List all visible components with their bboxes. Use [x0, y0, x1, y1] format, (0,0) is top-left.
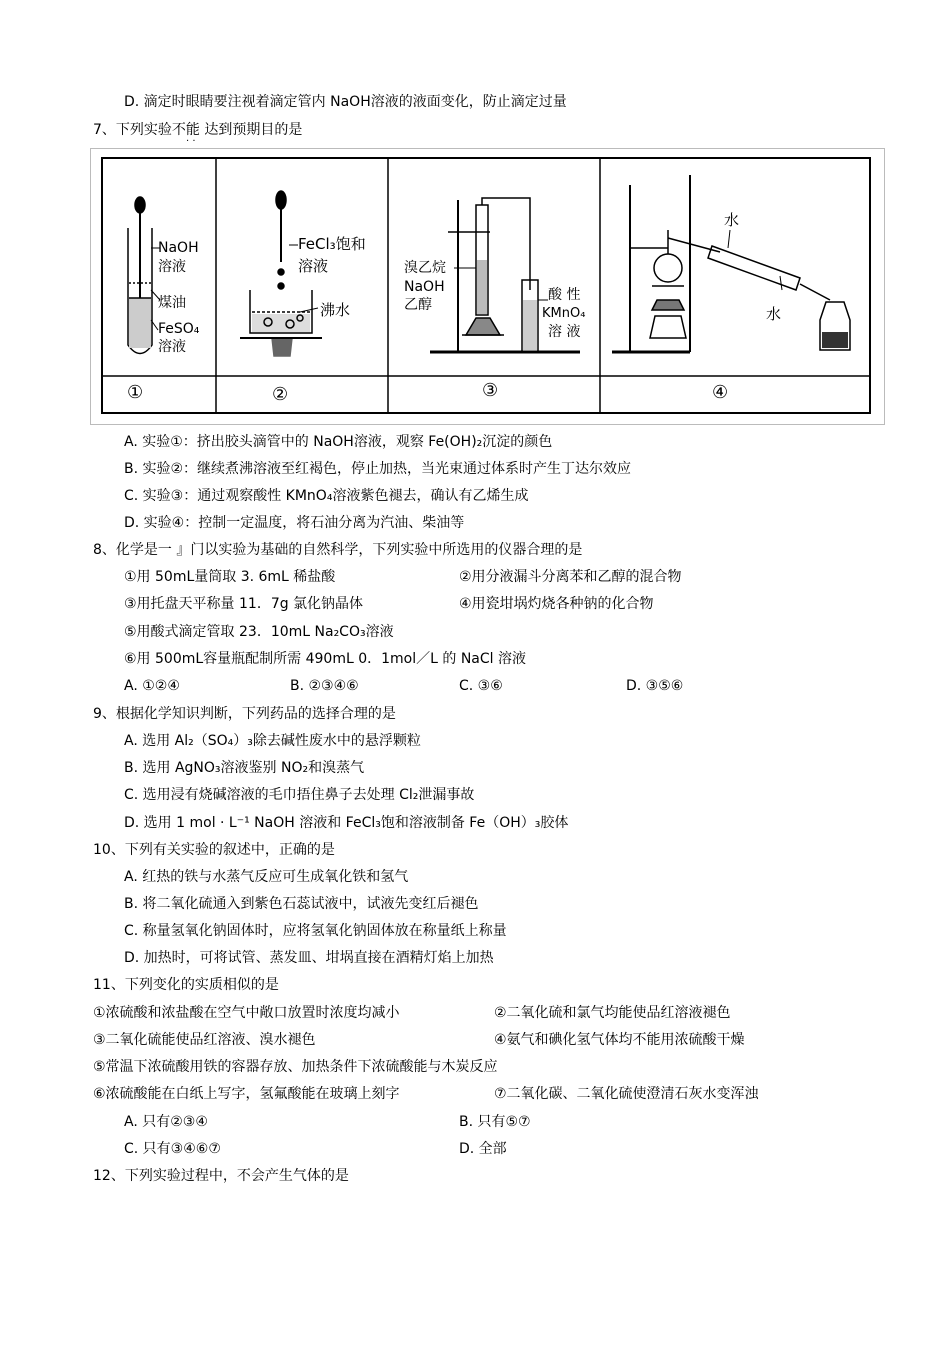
- c3-label-acidic: 酸 性: [548, 287, 581, 303]
- c1-label-feso4: FeSO₄: [158, 321, 200, 337]
- cell-label-2: ②: [272, 384, 289, 405]
- q10-option-d: D. 加热时，可将试管、蒸发皿、坩埚直接在酒精灯焰上加热: [124, 950, 494, 966]
- q6-option-d: D. 滴定时眼睛要注视着滴定管内 NaOH溶液的液面变化，防止滴定过量: [124, 94, 567, 110]
- q9-option-b: B. 选用 AgNO₃溶液鉴别 NO₂和溴蒸气: [124, 760, 365, 776]
- q11-item-7: ⑦二氧化碳、二氧化硫使澄清石灰水变浑浊: [494, 1086, 759, 1102]
- c3-label-solution: 溶 液: [548, 324, 581, 340]
- q8-item-4: ④用瓷坩埚灼烧各种钠的化合物: [459, 596, 654, 612]
- q11-item-2: ②二氧化硫和氯气均能使品红溶液褪色: [494, 1005, 731, 1021]
- q7-option-d: D. 实验④：控制一定温度，将石油分离为汽油、柴油等: [124, 515, 465, 531]
- cell-label-3: ③: [482, 380, 499, 401]
- q8-item-1: ①用 50mL量筒取 3. 6mL 稀盐酸: [124, 569, 336, 585]
- q9-option-a: A. 选用 Al₂（SO₄）₃除去碱性废水中的悬浮颗粒: [124, 733, 421, 749]
- q10-option-b: B. 将二氧化硫通入到紫色石蕊试液中，试液先变红后褪色: [124, 896, 479, 912]
- q9-option-d: D. 选用 1 mol · L⁻¹ NaOH 溶液和 FeCl₃饱和溶液制备 Fe（OH）₃胶体: [124, 815, 569, 831]
- q7-stem: 7、下列实验不能 达到预期目的是: [93, 122, 303, 138]
- q11-item-4: ④氨气和碘化氢气体均不能用浓硫酸干燥: [494, 1032, 745, 1048]
- c3-label-ethanol: 乙醇: [404, 297, 432, 313]
- cell-label-1: ①: [127, 382, 144, 403]
- c1-label-naoh: NaOH: [158, 240, 199, 256]
- q10-stem: 10、下列有关实验的叙述中，正确的是: [93, 842, 335, 858]
- c2-label-solution: 溶液: [298, 257, 329, 275]
- c1-label-kerosene: 煤油: [158, 295, 186, 311]
- q7-option-a: A. 实验①：挤出胶头滴管中的 NaOH溶液，观察 Fe(OH)₂沉淀的颜色: [124, 434, 553, 450]
- emphasis-dots: · ·: [186, 136, 196, 147]
- c4-label-water-in: 水: [724, 211, 740, 229]
- q12-stem: 12、下列实验过程中，不会产生气体的是: [93, 1168, 349, 1184]
- q9-stem: 9、根据化学知识判断，下列药品的选择合理的是: [93, 706, 396, 722]
- q11-stem: 11、下列变化的实质相似的是: [93, 977, 279, 993]
- c2-label-fecl3: FeCl₃饱和: [298, 235, 366, 253]
- q8-choice-b: B. ②③④⑥: [290, 678, 359, 694]
- q7-apparatus-drawings: [0, 0, 950, 440]
- q9-option-c: C. 选用浸有烧碱溶液的毛巾捂住鼻子去处理 Cl₂泄漏事故: [124, 787, 475, 803]
- c1-label-solution: 溶液: [158, 259, 186, 275]
- q11-choice-c: C. 只有③④⑥⑦: [124, 1141, 221, 1157]
- q8-choice-d: D. ③⑤⑥: [626, 678, 684, 694]
- q10-option-c: C. 称量氢氧化钠固体时，应将氢氧化钠固体放在称量纸上称量: [124, 923, 507, 939]
- c3-label-kmno4: KMnO₄: [542, 306, 586, 321]
- c2-label-boiling-water: 沸水: [320, 301, 351, 319]
- c4-label-water-out: 水: [766, 305, 782, 323]
- q11-item-1: ①浓硫酸和浓盐酸在空气中敞口放置时浓度均减小: [93, 1005, 400, 1021]
- cell4-distillation: [612, 175, 850, 352]
- q10-option-a: A. 红热的铁与水蒸气反应可生成氧化铁和氢气: [124, 869, 409, 885]
- q11-item-3: ③二氧化硫能使品红溶液、溴水褪色: [93, 1032, 316, 1048]
- q8-item-3: ③用托盘天平称量 11．7g 氯化钠晶体: [124, 596, 364, 612]
- q8-item-6: ⑥用 500mL容量瓶配制所需 490mL 0．1mol／L 的 NaCl 溶液: [124, 651, 526, 667]
- q7-option-b: B. 实验②：继续煮沸溶液至红褐色，停止加热，当光束通过体系时产生丁达尔效应: [124, 461, 632, 477]
- q8-stem: 8、化学是一 』门以实验为基础的自然科学，下列实验中所选用的仪器合理的是: [93, 542, 583, 558]
- q8-choice-a: A. ①②④: [124, 678, 180, 694]
- q11-choice-a: A. 只有②③④: [124, 1114, 208, 1130]
- c3-label-bromoethane: 溴乙烷: [404, 260, 446, 276]
- q11-choice-d: D. 全部: [459, 1141, 507, 1157]
- q7-option-c: C. 实验③：通过观察酸性 KMnO₄溶液紫色褪去，确认有乙烯生成: [124, 488, 529, 504]
- cell-label-4: ④: [712, 382, 729, 403]
- q11-item-6: ⑥浓硫酸能在白纸上写字，氢氟酸能在玻璃上刻字: [93, 1086, 400, 1102]
- q11-item-5: ⑤常温下浓硫酸用铁的容器存放、加热条件下浓硫酸能与木炭反应: [93, 1059, 498, 1075]
- c1-label-solution2: 溶液: [158, 339, 186, 355]
- q8-item-2: ②用分液漏斗分离苯和乙醇的混合物: [459, 569, 682, 585]
- cell1-test-tube: [128, 197, 160, 354]
- q11-choice-b: B. 只有⑤⑦: [459, 1114, 531, 1130]
- q8-choice-c: C. ③⑥: [459, 678, 503, 694]
- c3-label-naoh: NaOH: [404, 279, 445, 295]
- q8-item-5: ⑤用酸式滴定管取 23．10mL Na₂CO₃溶液: [124, 624, 394, 640]
